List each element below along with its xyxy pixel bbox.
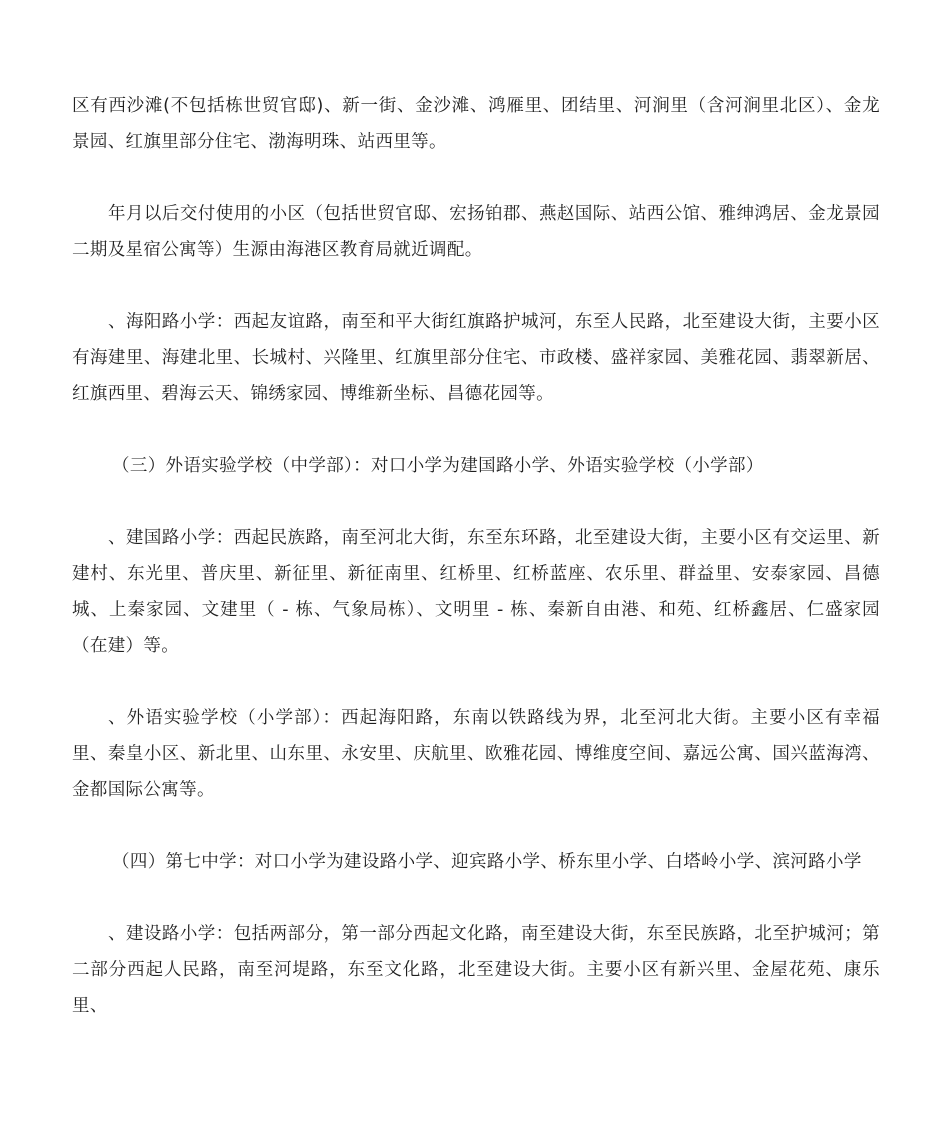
paragraph-8: 、建设路小学：包括两部分，第一部分西起文化路，南至建设大街，东至民族路，北至护城河；第二部分西起人民路，南至河堤路，东至文化路，北至建设大街。主要小区有新兴里、金屋花苑、康乐里、 xyxy=(72,924,880,1016)
document-body xyxy=(72,88,880,1060)
section-heading-4: （四）第七中学：对口小学为建设路小学、迎宾路小学、桥东里小学、白塔岭小学、滨河路小学 xyxy=(112,852,862,872)
paragraph-1: 区有西沙滩(不包括栋世贸官邸)、新一街、金沙滩、鸿雁里、团结里、河涧里（含河涧里北区）、金龙景园、红旗里部分住宅、渤海明珠、站西里等。 xyxy=(72,96,880,152)
paragraph-2: 年月以后交付使用的小区（包括世贸官邸、宏扬铂郡、燕赵国际、站西公馆、雅绅鸿居、金龙景园二期及星宿公寓等）生源由海港区教育局就近调配。 xyxy=(72,204,880,260)
paragraph-6: 、外语实验学校（小学部）：西起海阳路，东南以铁路线为界，北至河北大街。主要小区有幸福里、秦皇小区、新北里、山东里、永安里、庆航里、欧雅花园、博维度空间、嘉远公寓、国兴蓝海湾、金都国际公寓等。 xyxy=(72,708,880,800)
paragraph-3: 、海阳路小学：西起友谊路，南至和平大街红旗路护城河，东至人民路，北至建设大街，主要小区有海建里、海建北里、长城村、兴隆里、红旗里部分住宅、市政楼、盛祥家园、美雅花园、翡翠新居、红旗西里、碧海云天、锦绣家园、博维新坐标、昌德花园等。 xyxy=(72,312,880,404)
paragraph-5: 、建国路小学：西起民族路，南至河北大街，东至东环路，北至建设大街，主要小区有交运里、新建村、东光里、普庆里、新征里、新征南里、红桥里、红桥蓝座、农乐里、群益里、安泰家园、昌德城、上秦家园、文建里（ - 栋、气象局栋）、文明里 - 栋、秦新自由港、和苑、红桥鑫居、仁盛家园（在建）等。 xyxy=(72,528,880,656)
section-heading-3: （三）外语实验学校（中学部）：对口小学为建国路小学、外语实验学校（小学部） xyxy=(112,456,764,476)
